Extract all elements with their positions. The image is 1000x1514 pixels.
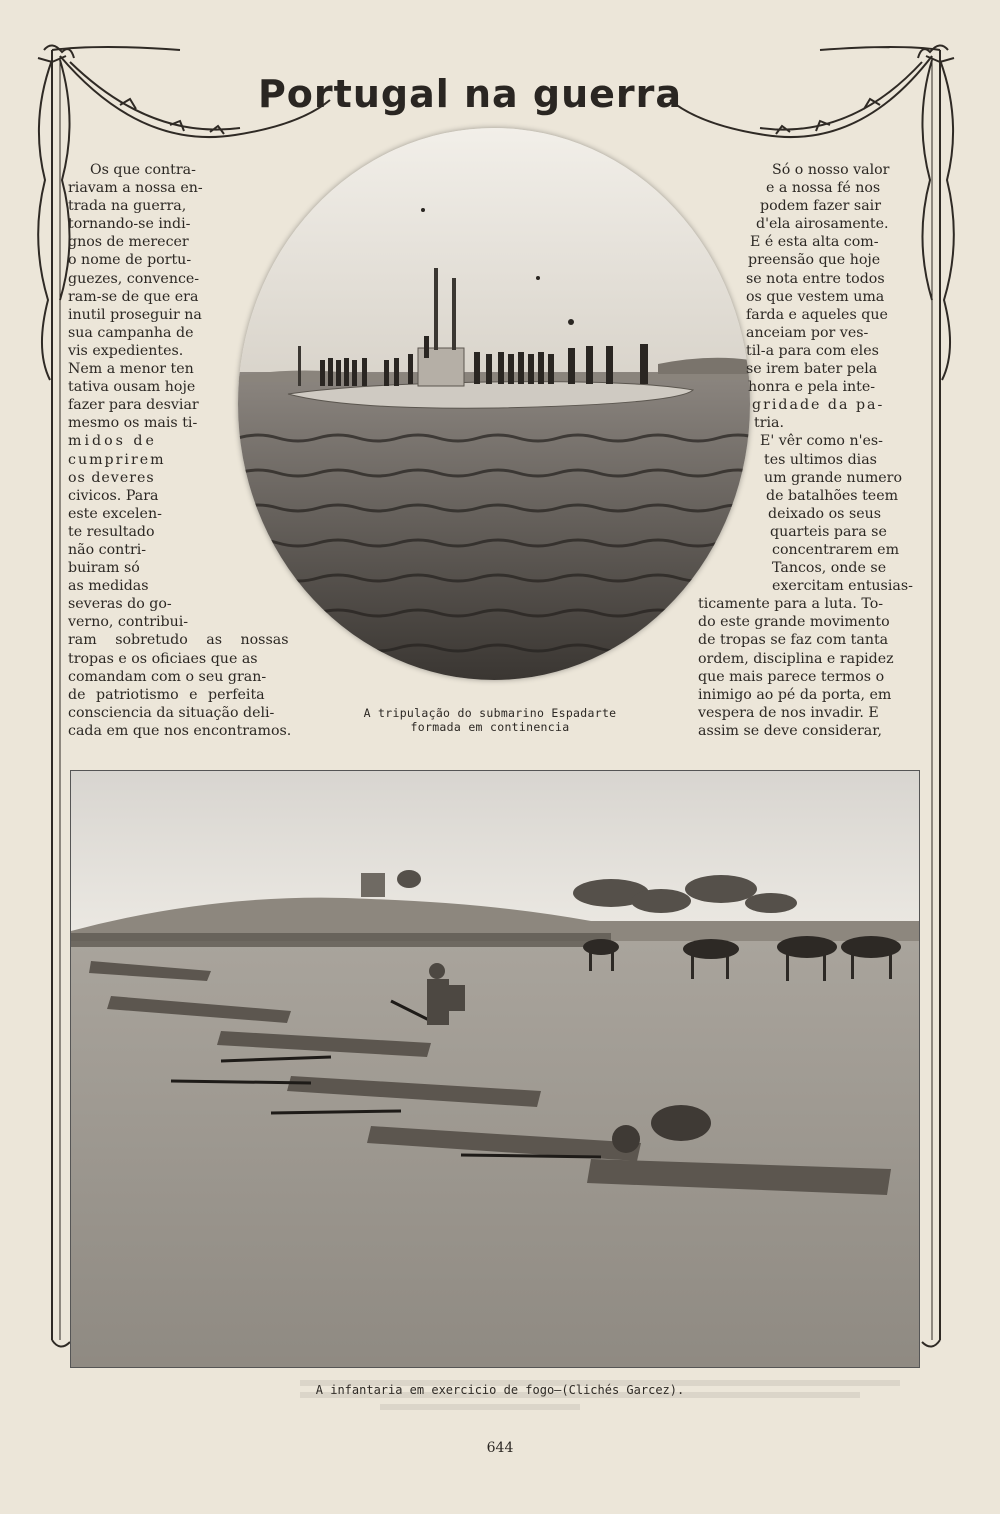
text-line: assim se deve considerar, [698,722,882,739]
text-line: um grande numero [764,469,902,486]
text-line: d'ela airosamente. [756,216,889,233]
text-line: E' vêr como n'es- [760,433,883,450]
text-line: te resultado [68,523,155,540]
text-line: quarteis para se [770,523,887,540]
page-number: 644 [486,1440,514,1456]
text-line: midos de [68,433,157,450]
text-line: Só o nosso valor [772,162,890,178]
text-line: riavam a nossa en- [68,180,203,197]
text-line: tativa ousam hoje [68,379,196,396]
text-line: de tropas se faz com tanta [698,632,889,649]
page-title: Portugal na guerra [257,72,683,116]
text-line: E é esta alta com- [750,234,879,251]
text-line: trada na guerra, [68,198,187,215]
text-line: Nem a menor ten [68,361,194,378]
text-line: gnos de merecer [68,234,189,251]
text-line: vis expedientes. [68,342,184,359]
text-line: se irem bater pela [746,361,878,378]
bleed-through-text [300,1376,920,1416]
text-line: Tancos, onde se [772,560,887,577]
text-line: inimigo ao pé da porta, em [698,686,892,703]
text-line: sua campanha de [68,324,194,341]
text-line: farda e aqueles que [746,306,888,323]
text-line: as medidas [68,578,149,595]
infantry-caption: A infantaria em exercicio de fogo—(Clichés Garcez). [315,1383,685,1397]
submarine-photo [238,128,750,680]
text-line: tes ultimos dias [764,451,877,468]
text-line: este excelen- [68,505,162,522]
text-line: de batalhões teem [766,487,899,504]
text-line: verno, contribui- [68,614,189,631]
text-line: os deveres [68,469,155,486]
text-line: anceiam por ves- [746,324,869,341]
text-line: exercitam entusias- [772,578,913,595]
text-line: buiram só [68,560,140,577]
text-line: vespera de nos invadir. E [698,704,879,721]
text-line: ram-se de que era [68,288,199,305]
submarine-caption [340,706,640,734]
text-line: cada em que nos encontramos. [68,722,292,739]
text-line: os que vestem uma [746,288,885,305]
text-line: preensão que hoje [748,252,881,269]
text-line: fazer para desviar [68,397,199,414]
text-line: não contri- [68,541,147,558]
text-line: tria. [754,415,784,432]
text-line: Os que contra- [90,162,196,178]
text-line: tropas e os oficiaes que as [68,650,258,667]
text-line: concentrarem em [772,541,900,558]
text-line: cumprirem [68,451,166,468]
text-line: severas do go- [68,596,172,613]
text-line: se nota entre todos [746,270,885,287]
text-line: inutil proseguir na [68,306,202,323]
text-line: que mais parece termos o [698,668,885,685]
text-line: podem fazer sair [760,198,881,215]
text-line: guezes, convence- [68,270,200,287]
caption-line: formada em continencia [410,720,570,734]
caption-line: A tripulação do submarino Espadarte [363,706,617,720]
text-line: de patriotismo e perfeita [68,686,265,703]
text-line: civicos. Para [68,487,159,504]
text-line: do este grande movimento [698,614,890,631]
text-line: gridade da pa- [752,397,885,414]
text-line: comandam com o seu gran- [68,668,267,685]
text-line: consciencia da situação deli- [68,704,275,721]
text-line: ordem, disciplina e rapidez [698,650,894,667]
text-line: honra e pela inte- [748,379,876,396]
text-line: e a nossa fé nos [766,180,881,197]
article-right-column [698,161,920,740]
text-line: til-a para com eles [746,342,879,359]
text-line: tornando-se indi- [68,216,191,233]
text-line: ram sobretudo as nossas [68,632,289,649]
text-line: mesmo os mais ti- [68,415,198,432]
text-line: deixado os seus [768,505,882,522]
text-line: o nome de portu- [68,252,192,269]
infantry-photo [70,770,920,1368]
text-line: ticamente para a luta. To- [698,596,884,613]
